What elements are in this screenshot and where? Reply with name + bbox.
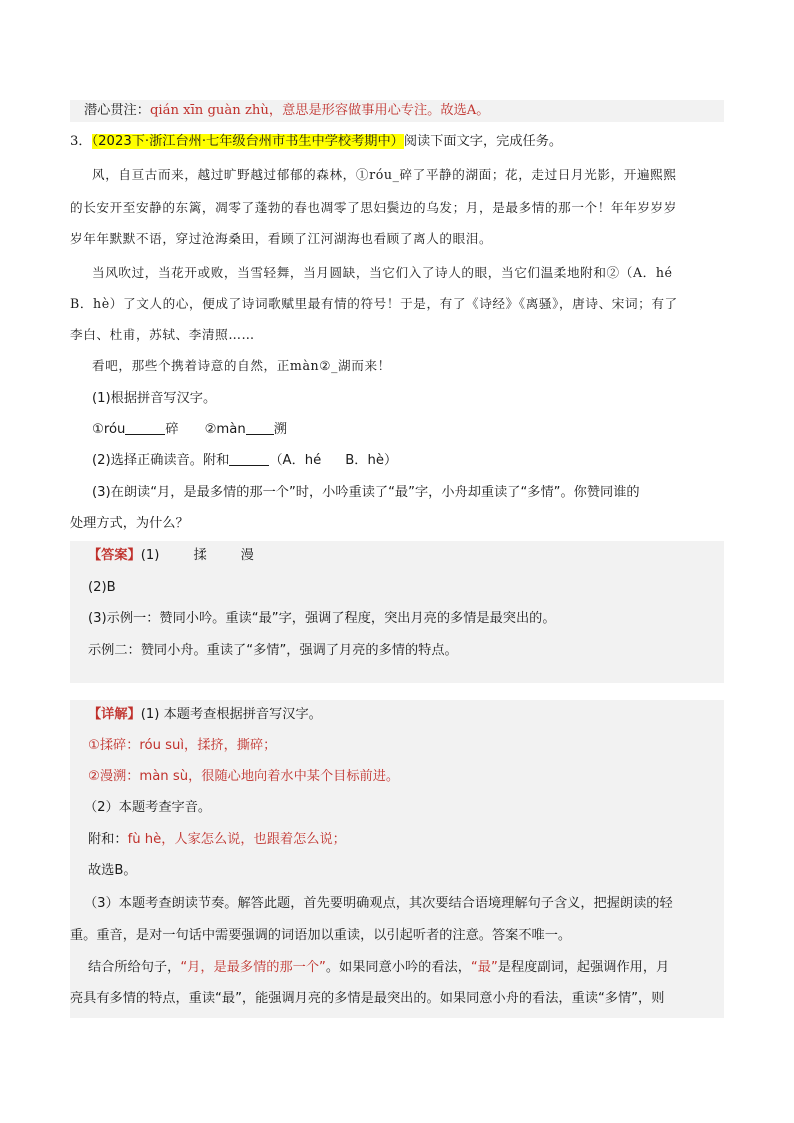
detail-line: ①揉碎：róu suì，揉挤，撕碎； [88, 738, 277, 753]
question-instruction: 阅读下面文字，完成任务。 [403, 134, 563, 149]
blank-label: ②màn [204, 422, 246, 437]
detail-2-text: fù hè，人家怎么说，也跟着怎么说； [127, 832, 346, 847]
detail-line [70, 704, 724, 726]
detail-quote: “最” [470, 960, 498, 975]
answer-blank[interactable] [229, 451, 269, 466]
option-b: B．hè） [345, 453, 398, 468]
answer-line-3: (3)示例一：赞同小吟。重读“最”字，强调了程度，突出月亮的多情是最突出的。 [88, 611, 556, 626]
detail-line: 故选B。 [88, 863, 137, 878]
answer-line-2: (2)B [88, 580, 116, 595]
passage-line: 的长安开至安静的东篱，凋零了蓬勃的春也凋零了思妇鬓边的乌发；月，是最多情的那一个！年年岁岁岁 [70, 200, 677, 215]
detail-line: ②漫溯：màn sù，很随心地向着水中某个目标前进。 [88, 769, 400, 784]
blank-suffix: 碎 [165, 422, 179, 437]
answer-1-num: (1) [140, 548, 160, 563]
task-2 [70, 450, 724, 472]
answer-line-4: 示例二：赞同小舟。重读了“多情”，强调了月亮的多情的特点。 [88, 643, 458, 658]
passage-line: 看吧，那些个携着诗意的自然，正màn②_湖而来！ [92, 358, 391, 373]
detail-tag: 【详解】 [88, 707, 141, 722]
option-a: （A．hé [269, 453, 322, 468]
detail-line [70, 829, 724, 851]
passage-line: B．hè）了文人的心，便成了诗词歌赋里最有情的符号！于是，有了《诗经》《离骚》，唐诗、宋词；有了 [70, 296, 678, 311]
detail-line: 重。重音，是对一句话中需要强调的词语加以重读，以引起听者的注意。答案不唯一。 [70, 928, 572, 943]
prev-answer-text: qián xīn guàn zhù，意思是形容做事用心专注。故选 [149, 103, 467, 118]
answer-1-word: 揉 [193, 548, 207, 563]
answer-1-word: 漫 [240, 548, 254, 563]
task-3-line: 处理方式，为什么？ [70, 516, 189, 531]
detail-2-term: 附和： [88, 832, 128, 847]
task-1-blanks [70, 419, 724, 441]
passage-line: 风，自亘古而来，越过旷野越过郁郁的森林，①róu_碎了平静的湖面；花，走过日月光影，开遍熙熙 [92, 167, 677, 182]
answer-line-1 [70, 545, 724, 567]
detail-text: 是程度副词，起强调作用，月 [497, 960, 670, 975]
question-number: 3． [70, 134, 92, 149]
prev-answer-term: 潜心贯注： [84, 103, 150, 118]
detail-line [70, 957, 724, 979]
question-source: （2023下·浙江台州·七年级台州市书生中学校考期中） [91, 134, 404, 149]
detail-1-title: (1) 本题考查根据拼音写汉字。 [140, 707, 322, 722]
passage-line: 当风吹过，当花开或败，当雪轻舞，当月圆缺，当它们入了诗人的眼，当它们温柔地附和②（A．hé [92, 265, 673, 280]
detail-line: 亮具有多情的特点，重读“最”，能强调月亮的多情是最突出的。如果同意小舟的看法，重读“多情”，则 [70, 991, 665, 1006]
detail-text: 结合所给句子， [88, 960, 181, 975]
detail-quote: “月，是最多情的那一个” [180, 960, 326, 975]
task-3-line: (3)在朗读“月，是最多情的那一个”时，小吟重读了“最”字，小舟却重读了“多情”。你赞同谁的 [92, 485, 640, 500]
prev-answer-choice: A。 [466, 103, 490, 118]
blank-label: ①róu [92, 422, 126, 437]
task-1-prompt: (1)根据拼音写汉字。 [92, 391, 217, 406]
passage-line: 岁年年默默不语，穿过沧海桑田，看顾了江河湖海也看顾了离人的眼泪。 [70, 231, 493, 246]
task-2-prompt: (2)选择正确读音。附和 [92, 453, 230, 468]
prev-answer-line [70, 100, 724, 122]
answer-blank[interactable] [246, 420, 274, 435]
blank-suffix: 溯 [273, 422, 287, 437]
detail-text: 。如果同意小吟的看法， [325, 960, 471, 975]
detail-line: （3）本题考查朗读节奏。解答此题，首先要明确观点，其次要结合语境理解句子含义，把握朗读的轻 [84, 896, 673, 911]
question-header [70, 131, 724, 153]
detail-line: （2）本题考查字音。 [84, 800, 212, 815]
answer-tag: 【答案】 [88, 548, 141, 563]
answer-blank[interactable] [125, 420, 165, 435]
passage-line: 李白、杜甫，苏轼、李清照…… [70, 327, 255, 342]
